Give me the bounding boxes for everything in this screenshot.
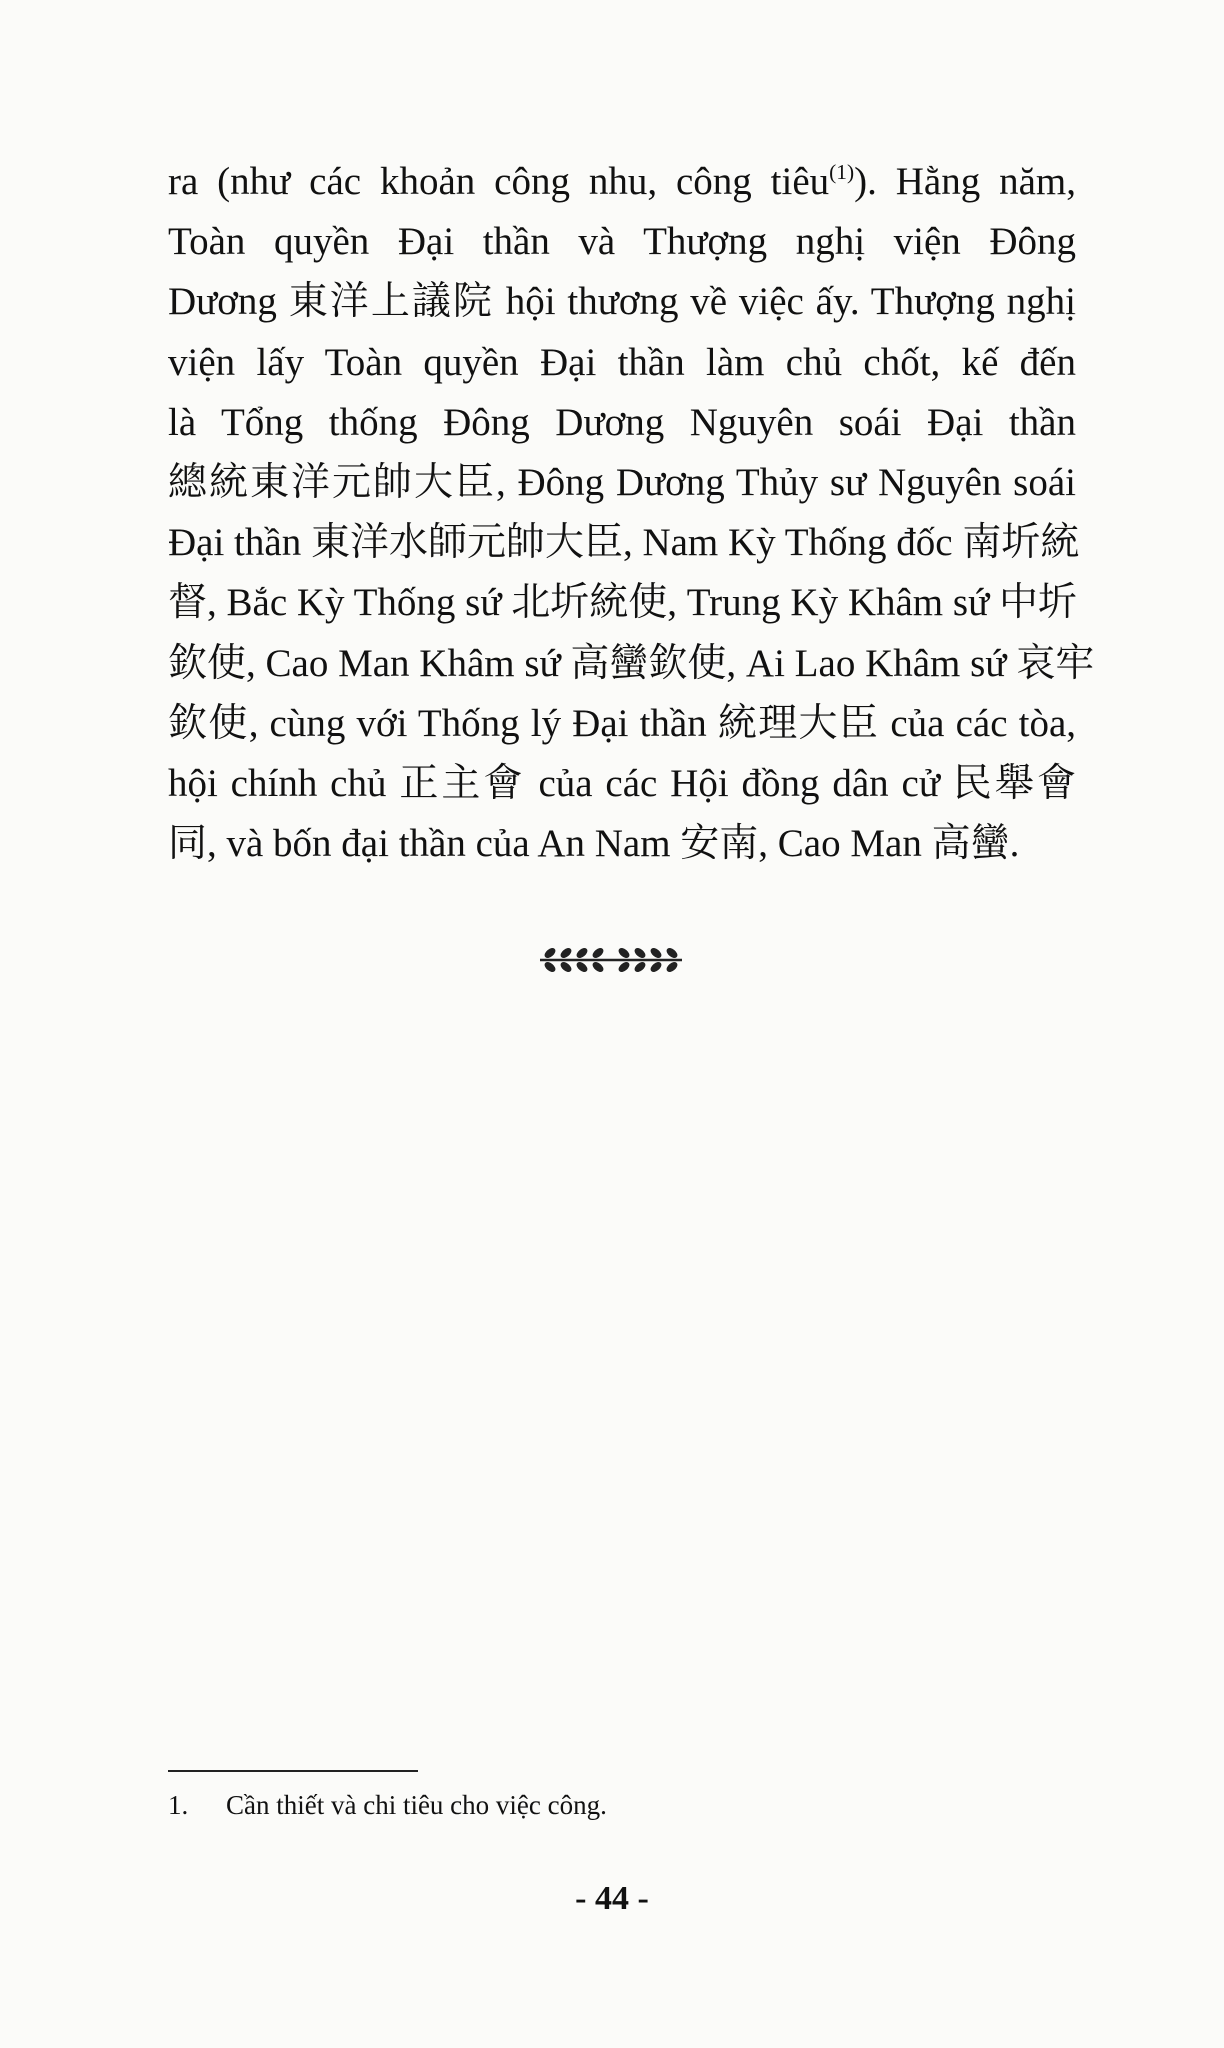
text-line: viện lấy Toàn quyền Đại thần làm chủ chốt, kế đến — [168, 340, 1076, 384]
text-line: hội chính chủ 正主會 của các Hội đồng dân cử 民舉會 — [168, 761, 1076, 805]
text-line: Toàn quyền Đại thần và Thượng nghị viện Đông — [168, 220, 1076, 264]
footnote-text: Cần thiết và chi tiêu cho việc công. — [226, 1790, 607, 1820]
text-line: là Tổng thống Đông Dương Nguyên soái Đại thần — [168, 400, 1076, 444]
text-span: ). Hằng năm, — [854, 160, 1076, 203]
text-line: Dương 東洋上議院 hội thương về việc ấy. Thượng nghị — [168, 280, 1076, 324]
text-line: 總統東洋元帥大臣, Đông Dương Thủy sư Nguyên soái — [168, 460, 1076, 504]
text-line: 欽使, cùng với Thống lý Đại thần 統理大臣 của các tòa, — [168, 701, 1076, 745]
text-line: 欽使, Cao Man Khâm sứ 高蠻欽使, Ai Lao Khâm sứ 哀牢 — [168, 641, 1095, 685]
footnote — [168, 1790, 607, 1821]
body-paragraph — [168, 152, 1095, 874]
footnote-separator — [168, 1770, 418, 1772]
text-line — [168, 152, 1076, 212]
laurel-divider-icon — [536, 944, 686, 976]
footnote-ref[interactable]: (1) — [829, 160, 855, 184]
text-line: Đại thần 東洋水師元帥大臣, Nam Kỳ Thống đốc 南圻統 — [168, 521, 1080, 565]
text-line: 同, và bốn đại thần của An Nam 安南, Cao Man 高蠻. — [168, 822, 1020, 866]
text-span: ra (như các khoản công nhu, công tiêu — [168, 160, 830, 203]
footnote-number: 1. — [168, 1790, 189, 1820]
page-number: - 44 - — [575, 1880, 649, 1917]
text-line: 督, Bắc Kỳ Thống sứ 北圻統使, Trung Kỳ Khâm sứ 中圻 — [168, 581, 1077, 625]
